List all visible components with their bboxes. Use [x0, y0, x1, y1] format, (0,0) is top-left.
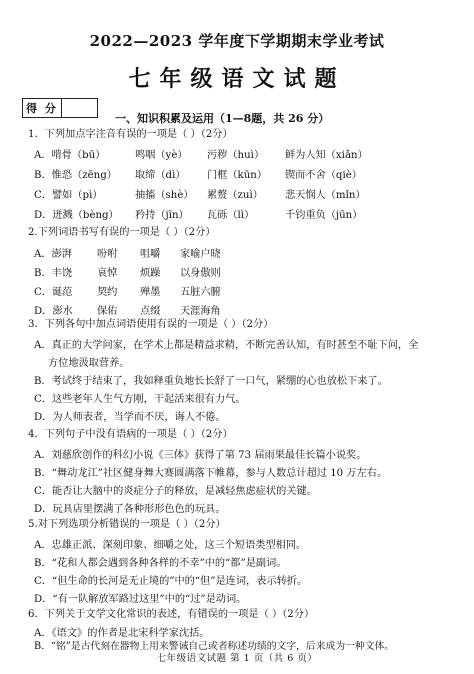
section-heading: 一、知识积累及运用（1—8题，共 26 分）	[115, 112, 330, 125]
q2-option: D．澎水	[34, 306, 73, 317]
exam-title: 2022—2023 学年度下学期期末学业考试	[89, 32, 385, 50]
page-footer: 七年级语文试题 第 1 页（共 6 页）	[156, 653, 318, 664]
q6-option: A．《语文》的作者是北宋科学家沈括。	[34, 628, 210, 639]
q2-option: 契约	[97, 287, 118, 298]
q2-option: 家喻户晓	[180, 249, 221, 260]
q1-option: B．惟恐（zēng）	[34, 170, 117, 181]
q5-option: A．忠雄正派、深刻印象、细嚼之处，这三个短语类型相同。	[34, 540, 307, 551]
q1-option: 污秽（huì）	[207, 150, 265, 161]
q2-option: 点缀	[140, 306, 161, 317]
q2-option: 殚墨	[140, 287, 161, 298]
q4-option: C．能否让大脑中的炎症分子的释放，是减轻焦虑症状的关键。	[34, 486, 317, 497]
question-1-stem: 1．下列加点字注音有误的一项是（ ）（2分）	[28, 129, 233, 140]
q6-option: B．“铭”是古代刻在器物上用来警诫自己或者称述功绩的文字，后来成为一种文体。	[34, 641, 395, 652]
q2-option: 天涯海角	[180, 306, 221, 317]
q5-option: B．“花和人都会遇到各种各样的不幸”中的“都”是副词。	[34, 558, 287, 569]
question-2-stem: 2.下列词语书写有误的一项是（ ）（2分）	[28, 227, 216, 238]
q4-option: A．刘慈欣创作的科幻小说《三体》获得了第 73 届雨果最佳长篇小说奖。	[34, 450, 367, 461]
question-4-stem: 4．下列句子中没有语病的一项是（ ）（2分）	[28, 429, 233, 440]
q1-option: 鸣咽（yè）	[135, 150, 188, 161]
q1-option: 门框（kūn）	[207, 170, 268, 181]
q2-option: 以身傲则	[180, 268, 221, 279]
subject-title: 七年级语文试题	[128, 66, 346, 92]
q1-option: 千钧重负（jūn）	[285, 210, 363, 221]
q3-option: C．这些老年人生气方刚，干起活来很有力气。	[34, 394, 246, 405]
q1-option: 悲天悯人（mǐn）	[285, 190, 366, 201]
q3-option: A．真正的大学问家，在学术上都是精益求精，不断完善认知，有时甚至不耻下问，全	[34, 340, 419, 351]
question-3-stem: 3．下列各句中加点词语使用有误的一项是（ ）（2分）	[28, 319, 274, 330]
q1-option: 鲜为人知（xiǎn）	[285, 150, 368, 161]
q2-option: 咀嚼	[140, 249, 161, 260]
score-box	[22, 98, 98, 118]
q1-option: C．譬如（pì）	[34, 190, 103, 201]
q1-option: 矜持（jīn）	[135, 210, 189, 221]
q3-option: D．为人师表者，当学而不厌，诲人不倦。	[34, 412, 226, 423]
q2-option: 哀悼	[97, 268, 118, 279]
q1-option: A．啃骨（bū）	[34, 150, 106, 161]
score-blank	[62, 99, 97, 117]
q1-option: 锲而不舍（qiè）	[285, 170, 362, 181]
q1-option: 取缔（dì）	[135, 170, 186, 181]
q2-option: A．澎湃	[34, 249, 72, 260]
q2-option: C．诞范	[34, 287, 73, 298]
q2-option: 烦躁	[140, 268, 161, 279]
q1-option: 抽搐（shè）	[135, 190, 194, 201]
q1-option: 累赘（zuì）	[207, 190, 263, 201]
q4-option: B．“舞动龙江”社区健身舞大赛圆满落下帷幕，参与人数总计超过 10 万左右。	[34, 468, 388, 479]
question-5-stem: 5.对下列选项分析错误的一项是（ ）（2分）	[28, 519, 226, 530]
q1-option: 瓦砾（lì）	[207, 210, 255, 221]
q5-option: D．“有一队解放军路过这里”中的“过”是动词。	[34, 594, 247, 605]
q2-option: 保佑	[97, 306, 118, 317]
score-label: 得 分	[23, 99, 62, 117]
q3-option: B．考试终于结束了，我如释重负地长长舒了一口气，紧绷的心也放松下来了。	[34, 376, 388, 387]
q2-option: 五脏六腑	[180, 287, 221, 298]
q4-option: D．玩具店里摆满了各种形形色色的玩具。	[34, 504, 226, 515]
q3-option-continued: 方位地汲取营养。	[48, 358, 130, 369]
question-6-stem: 6．下列关于文学文化常识的表述，有错误的一项是（ ）（2分）	[28, 609, 315, 620]
q2-option: B．丰饶	[34, 268, 73, 279]
q2-option: 吩咐	[97, 249, 118, 260]
q1-option: D．迸溅（bèng）	[34, 210, 119, 221]
q5-option: C．“但生命的长河是无止境的”中的“但”是连词，表示转折。	[34, 576, 308, 587]
